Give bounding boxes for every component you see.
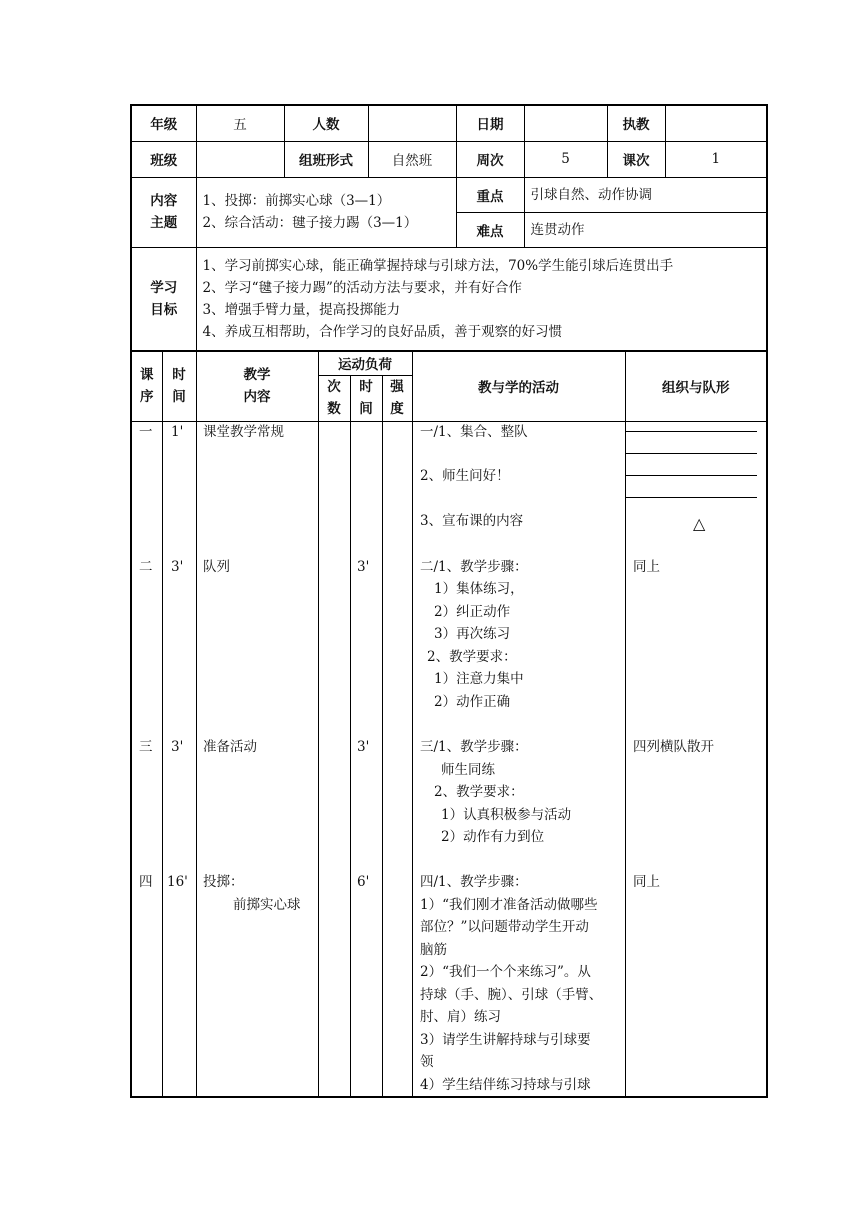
body-seq-col (131, 421, 162, 1097)
row-time: 3' (171, 559, 184, 575)
col-time (162, 351, 196, 421)
row-activity-line: 1）集体练习， (434, 581, 524, 597)
goal-item: 2、学习“毽子接力踢”的活动方法与要求，并有好合作 (202, 279, 522, 296)
col-times-1: 次 (327, 379, 341, 395)
row-seq: 一 (139, 424, 153, 440)
difficulty-label: 难点 (456, 212, 524, 247)
row-content: 准备活动 (203, 739, 257, 755)
col-time-2: 间 (172, 389, 186, 406)
row-activity-line: 肘、肩）练习 (420, 1009, 501, 1025)
body-content-col (196, 421, 318, 1097)
col-content-1: 教学 (243, 367, 271, 384)
col-time-1: 时 (172, 367, 186, 384)
row-org: 同上 (633, 559, 660, 575)
row-activity-line: 二/1、教学步骤： (420, 559, 528, 575)
col-content (196, 351, 318, 421)
formation-line (625, 453, 757, 454)
row-content-sub: 前掷实心球 (233, 897, 301, 913)
teacher-label: 执教 (607, 105, 665, 141)
lesson-label: 课次 (607, 141, 665, 177)
row-org: 同上 (633, 874, 660, 890)
row-activity-line: 2）动作正确 (434, 694, 511, 710)
content-label-1: 内容 (150, 193, 178, 209)
row-seq: 四 (139, 874, 153, 890)
row-content: 课堂教学常规 (203, 424, 284, 440)
goals-label-1: 学习 (150, 279, 178, 296)
content-items (196, 177, 456, 247)
col-activity: 教与学的活动 (412, 351, 625, 421)
row-activity-line: 3）再次练习 (434, 626, 511, 642)
week-value: 5 (524, 141, 607, 177)
formation-line (625, 431, 757, 432)
col-int-2: 度 (390, 401, 404, 417)
row-content: 投掷： (203, 874, 244, 890)
row-dur: 3' (357, 559, 370, 575)
row-seq: 三 (139, 739, 153, 755)
col-seq (131, 351, 162, 421)
row-activity-line: 持球（手、腕）、引球（手臂、 (420, 987, 603, 1003)
goal-item: 4、养成互相帮助，合作学习的良好品质，善于观察的好习惯 (202, 323, 563, 340)
body-dur-col (350, 421, 382, 1097)
content-label-2: 主题 (150, 215, 178, 231)
grade-label: 年级 (131, 105, 196, 141)
teacher-triangle-icon: △ (693, 514, 706, 533)
body-time-col (162, 421, 196, 1097)
difficulty-value: 连贯动作 (524, 212, 767, 247)
col-seq-1: 课 (140, 367, 154, 384)
row-activity-line: 3、宣布课的内容 (420, 513, 524, 529)
col-load: 运动负荷 (318, 351, 412, 375)
count-label: 人数 (284, 105, 368, 141)
formation-line (625, 475, 757, 476)
row-activity-line: 2、教学要求： (434, 784, 524, 800)
row-activity-line: 师生同练 (441, 762, 495, 778)
col-int-1: 强 (390, 379, 404, 395)
row-activity-line: 2）“我们一个个来练习”。从 (420, 964, 591, 980)
row-seq: 二 (139, 559, 153, 575)
row-org: 四列横队散开 (633, 739, 714, 755)
col-intensity (382, 375, 412, 421)
week-label: 周次 (456, 141, 524, 177)
row-time: 3' (171, 739, 184, 755)
row-dur: 3' (357, 739, 370, 755)
form-value: 自然班 (368, 141, 456, 177)
row-activity-line: 一/1、集合、整队 (420, 424, 528, 440)
count-value (368, 105, 456, 141)
header-table (130, 104, 768, 352)
row-content: 队列 (203, 559, 230, 575)
class-label: 班级 (131, 141, 196, 177)
goal-item: 3、增强手臂力量，提高投掷能力 (202, 301, 401, 318)
row-activity-line: 2、师生问好！ (420, 468, 510, 484)
lesson-value: 1 (665, 141, 767, 177)
row-time: 1' (171, 424, 184, 440)
teacher-value (665, 105, 767, 141)
row-activity-line: 1）认真积极参与活动 (441, 807, 572, 823)
row-activity-line: 1）“我们刚才准备活动做哪些 (420, 897, 598, 913)
key-label: 重点 (456, 177, 524, 212)
col-org: 组织与队形 (625, 351, 767, 421)
row-activity-line: 4）学生结伴练习持球与引球 (420, 1077, 591, 1093)
grade-value: 五 (196, 105, 284, 141)
formation-line (625, 497, 757, 498)
col-dur-1: 时 (359, 379, 373, 395)
class-value (196, 141, 284, 177)
row-activity-line: 四/1、教学步骤： (420, 874, 528, 890)
goals-label (131, 247, 196, 351)
content-item: 1、投掷：前掷实心球（3—1） (202, 193, 391, 209)
content-label (131, 177, 196, 247)
date-value (524, 105, 607, 141)
row-activity-line: 三/1、教学步骤： (420, 739, 528, 755)
row-activity-line: 1）注意力集中 (434, 671, 524, 687)
col-times-2: 数 (327, 401, 341, 417)
col-dur-2: 间 (359, 401, 373, 417)
row-activity-line: 2、教学要求： (427, 649, 517, 665)
row-activity-line: 部位？”以问题带动学生开动 (420, 919, 589, 935)
col-times (318, 375, 350, 421)
content-item: 2、综合活动：毽子接力踢（3—1） (202, 215, 418, 231)
col-content-2: 内容 (243, 389, 271, 406)
row-dur: 6' (357, 874, 370, 890)
row-activity-line: 3）请学生讲解持球与引球要 (420, 1032, 591, 1048)
date-label: 日期 (456, 105, 524, 141)
row-activity-line: 2）动作有力到位 (441, 829, 545, 845)
row-activity-line: 脑筋 (420, 942, 447, 958)
goals-items (196, 247, 767, 351)
body-int-col (382, 421, 412, 1097)
col-seq-2: 序 (140, 389, 154, 406)
row-time: 16' (167, 874, 188, 890)
row-activity-line: 2）纠正动作 (434, 604, 511, 620)
key-value: 引球自然、动作协调 (524, 177, 767, 212)
body-times-col (318, 421, 350, 1097)
goal-item: 1、学习前掷实心球，能正确掌握持球与引球方法，70%学生能引球后连贯出手 (202, 257, 674, 274)
goals-label-2: 目标 (150, 301, 178, 318)
row-activity-line: 领 (420, 1054, 434, 1070)
col-dur (350, 375, 382, 421)
form-label: 组班形式 (284, 141, 368, 177)
